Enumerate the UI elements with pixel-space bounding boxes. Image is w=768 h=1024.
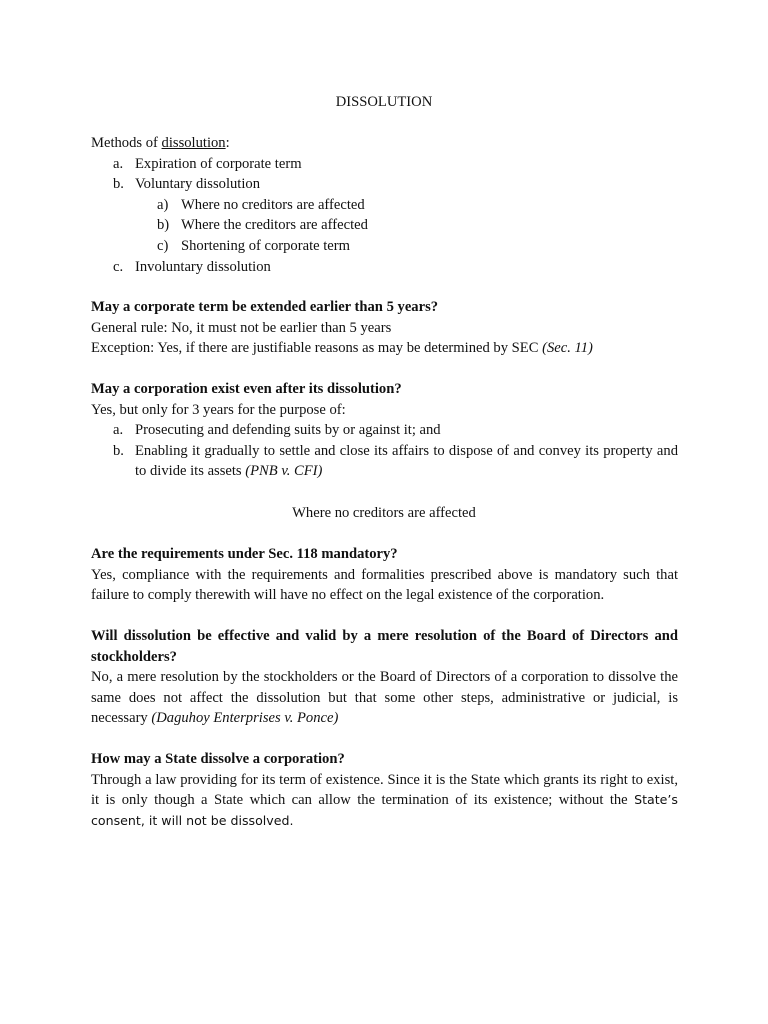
citation: (Daguhoy Enterprises v. Ponce) [151, 710, 339, 727]
answer-body: Through a law providing for its term of existence. Since it is the State which grants its right to exist, it is only though a State which can allow the termination of its existence; without the [91, 771, 678, 809]
list-item [91, 420, 678, 441]
answer-paragraph [91, 770, 678, 832]
citation: (Sec. 11) [542, 340, 593, 357]
sub-list-item [91, 215, 678, 236]
list-item [91, 154, 678, 175]
list-item-text: Expiration of corporate term [135, 155, 302, 172]
question-heading: May a corporate term be extended earlier than 5 years? [91, 299, 439, 315]
section-heading: Where no creditors are affected [292, 505, 476, 521]
sub-list-item-text: Shortening of corporate term [181, 237, 350, 254]
answer-paragraph: Yes, compliance with the requirements and formalities prescribed above is mandatory such that failure to comply therewith will have no effect on the legal existence of the corporation. [91, 566, 678, 604]
exception-text [91, 338, 678, 359]
list-item-text: Voluntary dissolution [135, 176, 261, 193]
sub-list-item [91, 236, 678, 257]
answer-paragraph [91, 667, 678, 729]
question-section-5 [91, 749, 678, 831]
methods-intro-colon: : [225, 135, 230, 151]
answer-text: Yes, but only for 3 years for the purpose of: [91, 401, 346, 418]
list-marker: c. [113, 258, 124, 275]
methods-section [91, 133, 678, 277]
list-marker: a. [113, 155, 124, 172]
question-section-2 [91, 379, 678, 482]
answer-tail: State’s consent, it will not be dissolved. [91, 792, 678, 828]
sub-list-item-text: Where no creditors are affected [181, 196, 365, 213]
list-marker: a. [113, 422, 124, 439]
sub-list-marker: b) [157, 217, 170, 234]
list-item [91, 441, 678, 482]
sub-list-item-text: Where the creditors are affected [181, 217, 368, 234]
list-item-text: Prosecuting and defending suits by or against it; and [135, 422, 441, 439]
methods-intro-text: Methods of [91, 135, 162, 151]
list-item-text: Enabling it gradually to settle and close its affairs to dispose of and convey its property and to divide its assets [135, 442, 678, 480]
methods-intro [91, 133, 678, 154]
question-section-4 [91, 626, 678, 729]
sub-list-item [91, 195, 678, 216]
sub-list-marker: a) [157, 196, 169, 213]
page-title: DISSOLUTION [335, 94, 433, 110]
citation: (PNB v. CFI) [245, 463, 323, 480]
answer-body: No, a mere resolution by the stockholders or the Board of Directors of a corporation to dissolve the same does not affect the dissolution but that some other steps, administrative or judicial, is necessary [91, 669, 678, 727]
question-heading: How may a State dissolve a corporation? [91, 751, 345, 767]
dissolution-link[interactable]: dissolution [161, 135, 226, 151]
list-marker: b. [113, 176, 124, 193]
question-section-1 [91, 297, 678, 359]
list-item [91, 257, 678, 278]
list-item-text: Involuntary dissolution [135, 258, 271, 275]
sub-list-marker: c) [157, 237, 169, 254]
exception-body: Exception: Yes, if there are justifiable reasons as may be determined by SEC [91, 340, 543, 357]
question-heading: Will dissolution be effective and valid by a mere resolution of the Board of Directors and stockholders? [91, 628, 678, 665]
question-heading: Are the requirements under Sec. 118 mandatory? [91, 546, 398, 562]
question-section-3 [91, 544, 678, 606]
list-marker: b. [113, 442, 124, 459]
question-heading: May a corporation exist even after its dissolution? [91, 381, 402, 397]
general-rule-text: General rule: No, it must not be earlier than 5 years [91, 319, 392, 336]
list-item [91, 174, 678, 195]
